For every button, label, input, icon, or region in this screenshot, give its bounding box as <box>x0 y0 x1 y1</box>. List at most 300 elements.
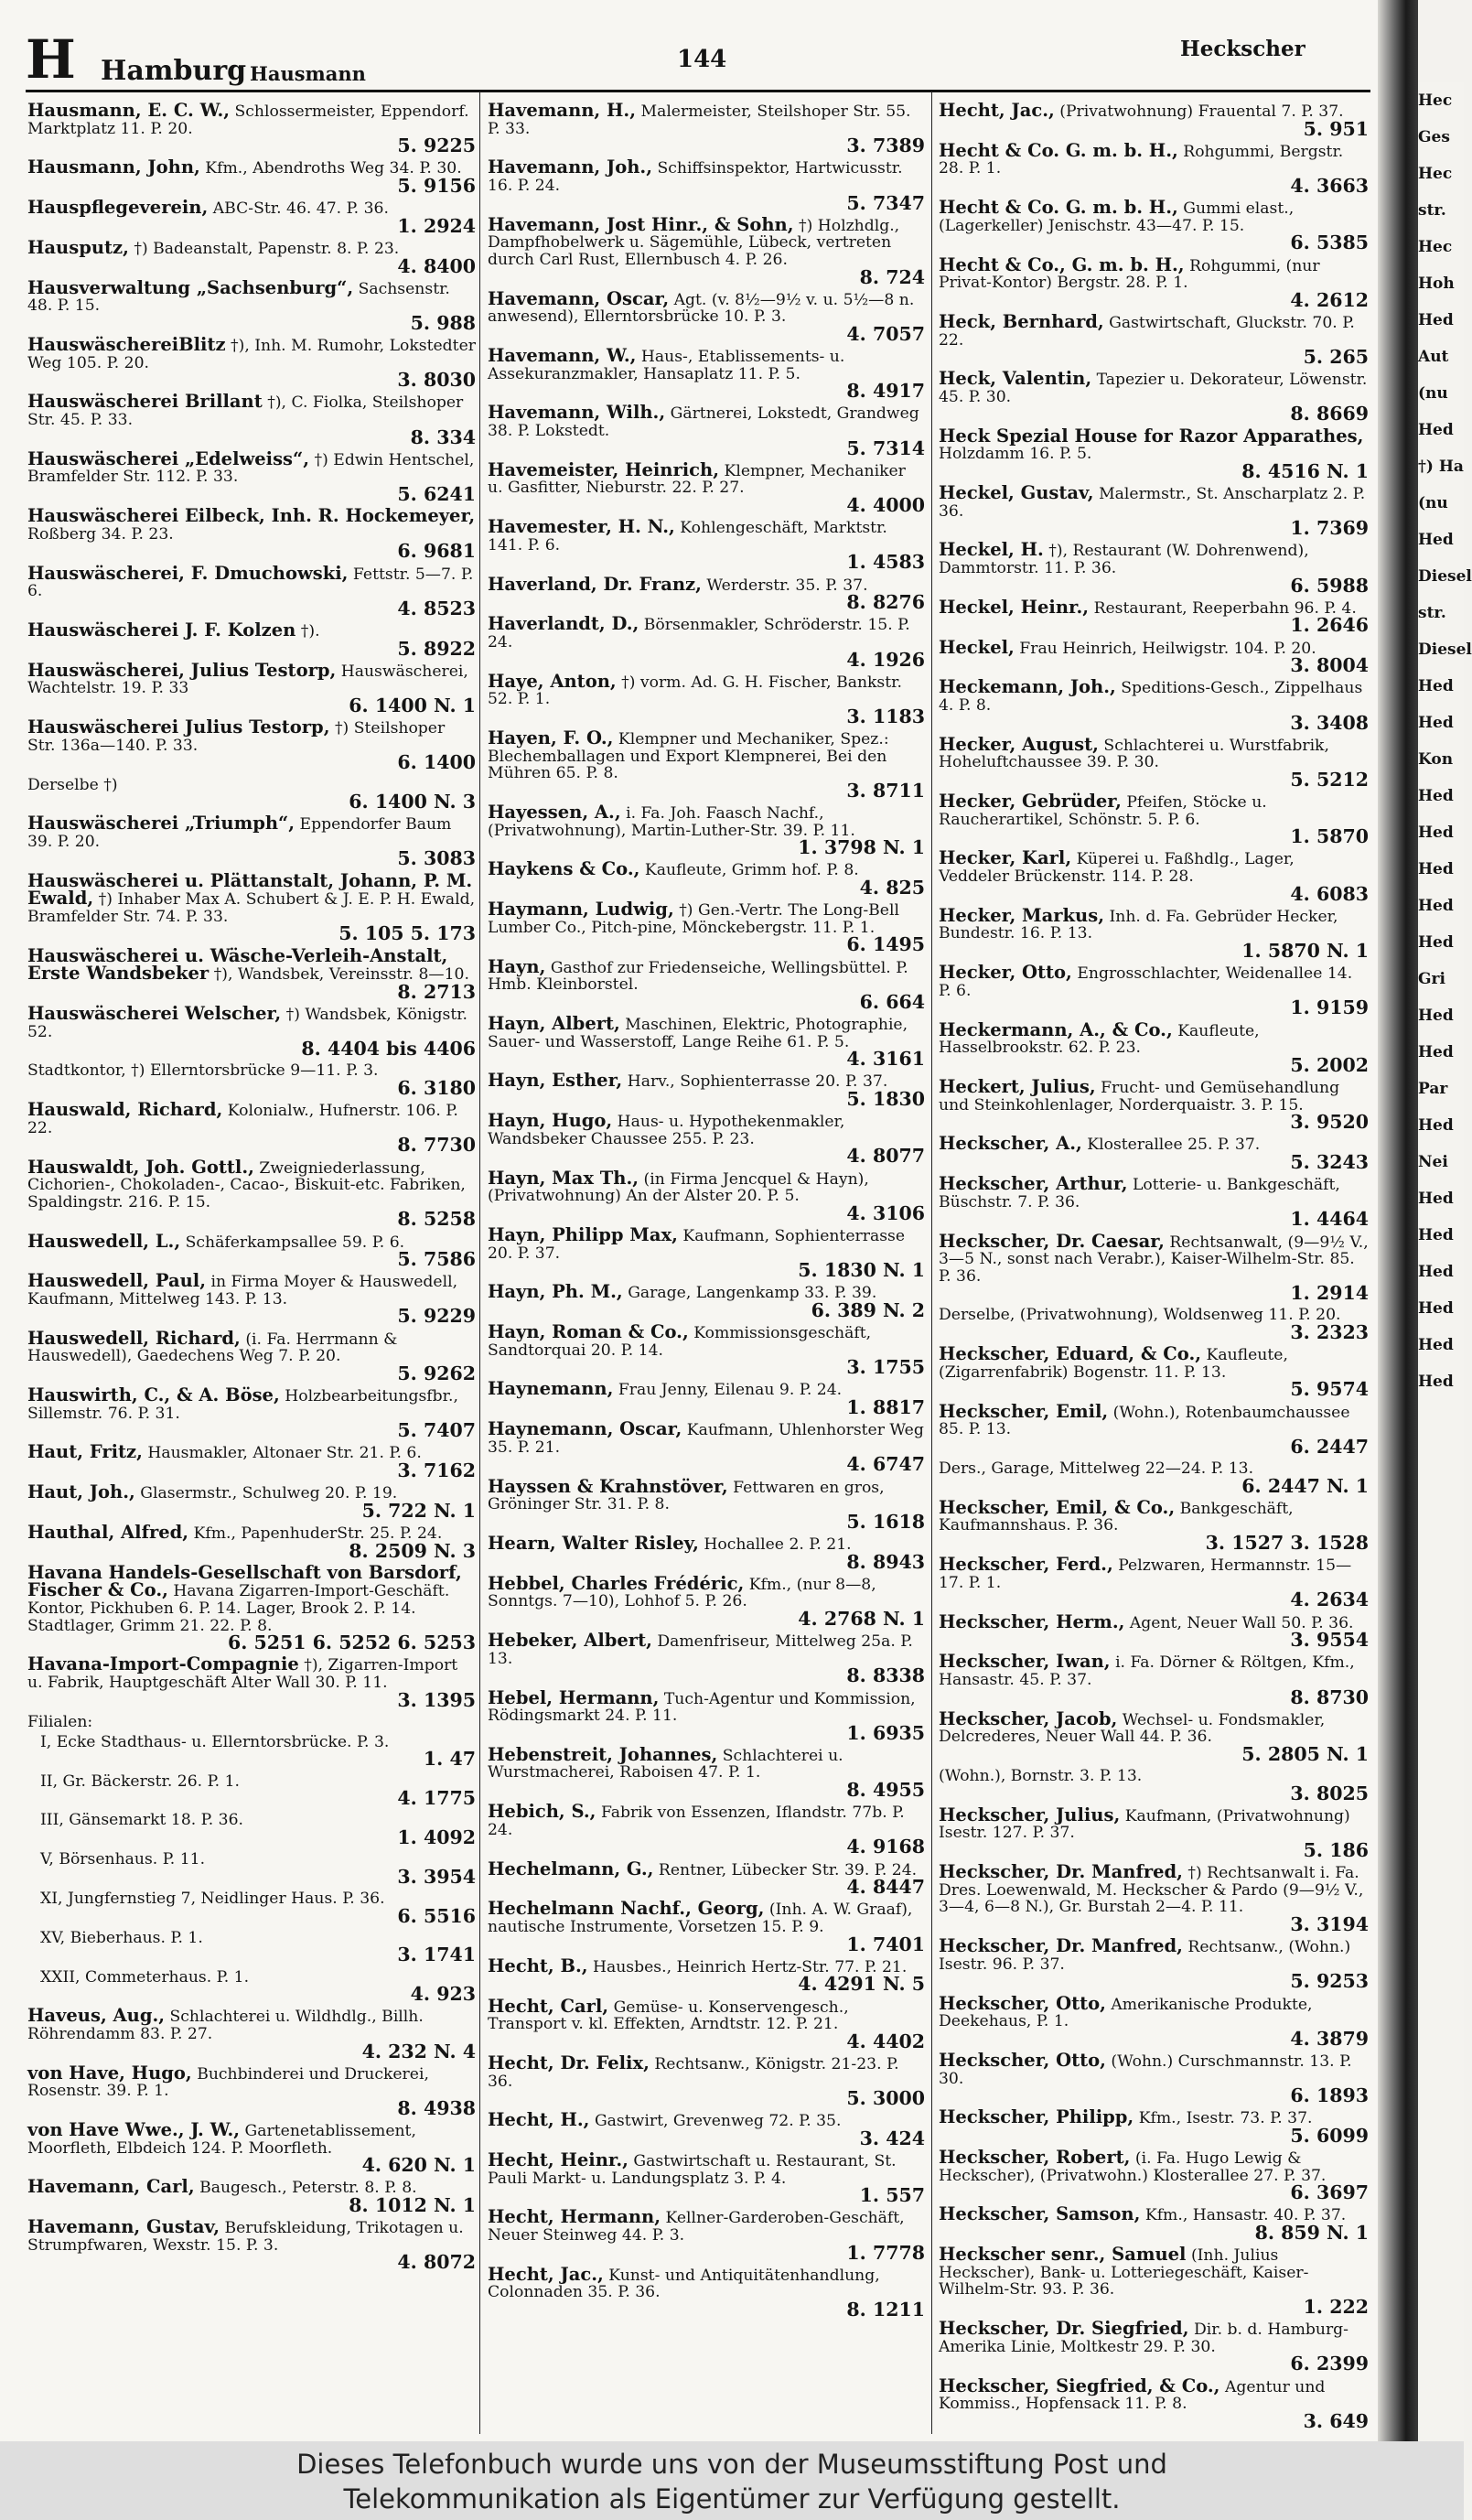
directory-entry <box>939 1768 1369 1804</box>
entry-name: von Have Wwe., J. W., <box>27 2119 241 2141</box>
entry-name: Havana Handels-Gesellschaft von Barsdorf, Fischer & Co., <box>27 1561 462 1601</box>
entry-name: Hayn, Roman & Co., <box>488 1321 689 1343</box>
directory-entry <box>27 619 476 660</box>
entry-name: Havemann, W., <box>488 345 637 367</box>
entry-details: †). <box>300 621 320 641</box>
entry-details: Klosterallee 25. P. 37. <box>1087 1136 1261 1155</box>
entry-phone-number: 1. 9159 <box>1290 996 1369 1019</box>
entry-details: Hausbes., Heinrich Hertz-Str. 77. P. 21. <box>593 1957 908 1976</box>
entry-details: Gastwirtschaft u. Restaurant, St. Pauli Markt- u. Landungsplatz 3. P. 4. <box>488 2152 897 2188</box>
entry-phone-number: 1. 7369 <box>1290 517 1369 540</box>
directory-entry <box>488 2263 925 2321</box>
entry-name: von Have, Hugo, <box>27 2062 192 2084</box>
directory-entry <box>939 199 1369 253</box>
entry-name: Heckel, <box>939 636 1015 658</box>
directory-entry <box>939 904 1369 963</box>
next-page-fragment-text: Hed <box>1418 1190 1454 1208</box>
entry-details: (Inh. Julius Heckscher), Bank- u. Lotteriegeschäft, Kaiser-Wilhelm-Str. 93. P. 36. <box>939 2246 1309 2299</box>
entry-phone-number: 5. 1830 <box>846 1087 925 1110</box>
entry-details: II, Gr. Bäckerstr. 26. P. 1. <box>40 1772 240 1791</box>
footer-line-1: Dieses Telefonbuch wurde uns von der Museumsstiftung Post und <box>296 2449 1167 2480</box>
section-letter: H <box>26 28 76 91</box>
entry-phone-number: 3. 1183 <box>846 705 925 727</box>
entry-name: Heckert, Julius, <box>939 1075 1096 1097</box>
directory-entry <box>939 1343 1369 1401</box>
directory-entry <box>27 1230 476 1271</box>
entry-phone-number: 1. 6935 <box>846 1721 925 1744</box>
entry-name: Hecker, Karl, <box>939 847 1072 869</box>
directory-entry <box>939 793 1369 847</box>
entry-name: Hearn, Walter Risley, <box>488 1532 699 1554</box>
entry-details: Börsenmakler, Schröderstr. 15. P. 24. <box>488 616 910 652</box>
entry-phone-number: 5. 9156 <box>397 174 476 197</box>
directory-entry <box>488 1167 925 1224</box>
entry-phone-number: 8. 8338 <box>846 1664 925 1687</box>
entry-details: Harv., Sophienterrasse 20. P. 37. <box>627 1072 888 1092</box>
entry-name: Haykens & Co., <box>488 858 640 880</box>
next-page-fragment-text: Hed <box>1418 1336 1454 1354</box>
entry-details: ABC-Str. 46. 47. P. 36. <box>212 199 389 219</box>
entry-details: in Firma Moyer & Hauswedell, Kaufmann, Mittelweg 143. P. 13. <box>27 1273 458 1308</box>
directory-entry <box>939 482 1369 540</box>
directory-entry <box>939 1496 1369 1554</box>
entry-phone-number: 8. 4938 <box>397 2096 476 2119</box>
entry-details: Werderstr. 35. P. 37. <box>706 576 868 595</box>
entry-name: Hebenstreit, Johannes, <box>488 1743 718 1765</box>
directory-entry <box>939 2246 1369 2317</box>
directory-entry <box>27 236 476 277</box>
directory-entry <box>939 425 1369 482</box>
directory-entry <box>939 102 1369 139</box>
entry-phone-number: 6. 389 N. 2 <box>811 1298 925 1321</box>
directory-entry <box>27 1969 476 2005</box>
directory-entry <box>939 1707 1369 1765</box>
entry-details: Rohgummi, Bergstr. 28. P. 1. <box>939 142 1344 178</box>
directory-entry <box>939 1935 1369 1993</box>
next-page-fragment-text: Hed <box>1418 897 1454 915</box>
entry-details: Kaufleute, (Zigarrenfabrik) Bogenstr. 11. P. 13. <box>939 1346 1288 1382</box>
entry-name: Hauswäscherei, Julius Testorp, <box>27 659 337 681</box>
entry-phone-number: 8. 4516 N. 1 <box>1241 459 1369 482</box>
next-page-fragment-text: Hec <box>1418 92 1453 110</box>
directory-entry <box>488 1110 925 1168</box>
entry-name: Havemann, Jost Hinr., & Sohn, <box>488 213 794 235</box>
directory-entry <box>939 139 1369 197</box>
entry-name: Hebel, Hermann, <box>488 1686 660 1708</box>
directory-entry <box>488 1898 925 1955</box>
entry-phone-number: 4. 8523 <box>397 597 476 619</box>
entry-name: Haveus, Aug., <box>27 2005 166 2027</box>
directory-entry <box>488 955 925 1013</box>
directory-entry <box>939 1018 1369 1076</box>
next-page-fragment-text: Hed <box>1418 824 1454 842</box>
entry-phone-number: 5. 722 N. 1 <box>361 1499 476 1522</box>
entry-name: Haverlandt, D., <box>488 613 639 635</box>
entry-phone-number: 4. 3106 <box>846 1201 925 1224</box>
last-entry-word: Heckscher <box>1180 37 1305 61</box>
entry-phone-number: 5. 186 <box>1303 1839 1369 1862</box>
entry-phone-number: 1. 7401 <box>846 1933 925 1955</box>
entry-name: Heckscher, Emil, <box>939 1400 1109 1422</box>
entry-details: †) Steilshoper Str. 136a—140. P. 33. <box>27 719 446 755</box>
entry-phone-number: 3. 1741 <box>397 1944 476 1966</box>
entry-details: Engrosschlachter, Weidenallee 14. P. 6. <box>939 964 1353 1000</box>
next-page-fragment-text: str. <box>1418 604 1446 622</box>
directory-entry <box>27 1930 476 1965</box>
directory-entry <box>488 516 925 574</box>
entry-details: Speditions-Gesch., Zippelhaus 4. P. 8. <box>939 679 1363 715</box>
entry-name: Haymann, Ludwig, <box>488 899 674 921</box>
directory-entry <box>939 676 1369 734</box>
entry-name: Hayn, Esther, <box>488 1070 623 1092</box>
entry-details: (in Firma Jencquel & Hayn), (Privatwohnung) An der Alster 20. P. 5. <box>488 1169 869 1206</box>
entry-phone-number: 5. 7347 <box>846 191 925 214</box>
entry-details: Agentur und Kommiss., Hopfensack 11. P. 8. <box>939 2377 1326 2414</box>
directory-entry <box>27 1062 476 1098</box>
directory-entry <box>488 670 925 727</box>
footer-line-2: Telekommunikation als Eigentümer zur Verfügung gestellt. <box>343 2483 1121 2515</box>
entry-name: Hecht, Jac., <box>939 100 1055 121</box>
next-page-fragment-text: Hec <box>1418 238 1453 256</box>
entry-name: Hecker, Gebrüder, <box>939 791 1122 813</box>
entry-name: Heckscher, A., <box>939 1133 1082 1155</box>
entry-details: Haus-, Etablissements- u. Assekuranzmakler, Hansaplatz 11. P. 5. <box>488 348 845 383</box>
directory-entry <box>27 659 476 716</box>
directory-entry <box>27 393 476 447</box>
entry-phone-number: 5. 7586 <box>397 1248 476 1271</box>
entry-details: Schlachterei u. Wurstmacherei, Raboisen 47. P. 1. <box>488 1746 843 1782</box>
entry-phone-number: 4. 4291 N. 5 <box>798 1973 925 1996</box>
directory-entry <box>939 2375 1369 2432</box>
entry-phone-number: 4. 8077 <box>846 1145 925 1168</box>
directory-entry <box>27 1384 476 1442</box>
entry-name: Heckscher senr., Samuel <box>939 2244 1187 2266</box>
entry-phone-number: 8. 4955 <box>846 1779 925 1802</box>
next-page-fragment-text: str. <box>1418 201 1446 220</box>
entry-details: †), Wandsbek, Vereinsstr. 8—10. <box>213 965 469 985</box>
entry-name: Hebeker, Albert, <box>488 1630 652 1652</box>
entry-name: Hauswedell, L., <box>27 1230 181 1252</box>
directory-entry <box>939 1460 1369 1496</box>
entry-details: (Wohn.) Curschmannstr. 13. P. 30. <box>939 2052 1352 2088</box>
entry-phone-number: 1. 7778 <box>846 2241 925 2264</box>
directory-entry <box>27 2005 476 2062</box>
entry-name: Heckscher, Siegfried, & Co., <box>939 2375 1220 2396</box>
entry-name: Hayn, <box>488 955 546 977</box>
entry-details: Holzdamm 16. P. 5. <box>939 445 1092 464</box>
directory-entry <box>939 847 1369 905</box>
entry-name: Hauswald, Richard, <box>27 1099 223 1121</box>
entry-details: i. Fa. Joh. Faasch Nachf., (Privatwohnung), Martin-Luther-Str. 39. P. 11. <box>488 804 855 840</box>
entry-details: Gummi elast., (Lagerkeller) Jenischstr. 43—47. P. 15. <box>939 199 1295 235</box>
directory-entry <box>939 1230 1369 1305</box>
entry-phone-number: 3. 3954 <box>397 1865 476 1888</box>
entry-name: Havemester, H. N., <box>488 516 675 538</box>
entry-details: †), C. Fiolka, Steilshoper Str. 45. P. 33. <box>27 393 464 430</box>
entry-phone-number: 5. 8922 <box>397 637 476 660</box>
directory-entry <box>488 404 925 458</box>
entry-phone-number: 6. 2447 N. 1 <box>1241 1474 1369 1497</box>
entry-phone-number: 4. 9168 <box>846 1836 925 1858</box>
entry-phone-number: 1. 5870 <box>1290 825 1369 848</box>
entry-details: Havana Zigarren-Import-Geschäft. Kontor, Pickhuben 6. P. 14. Lager, Brook 2. P. 14. Stadtlager, Grimm 21. 22. P. 8. <box>27 1582 450 1635</box>
entry-details: Glasermstr., Schulweg 20. P. 19. <box>140 1484 398 1503</box>
entry-details: †) vorm. Ad. G. H. Fischer, Bankstr. 52. P. 1. <box>488 673 902 709</box>
entry-details: Kaufmann, Sophienterrasse 20. P. 37. <box>488 1226 906 1263</box>
directory-entry <box>939 2318 1369 2375</box>
entry-details: XI, Jungfernstieg 7, Neidlinger Haus. P. 36. <box>40 1890 385 1908</box>
entry-details: Kohlengeschäft, Marktstr. 141. P. 6. <box>488 519 887 555</box>
next-page-fragment-text: Hoh <box>1418 275 1455 293</box>
entry-details: Kolonialw., Hufnerstr. 106. P. 22. <box>27 1102 458 1137</box>
directory-entry <box>27 1734 476 1770</box>
entry-phone-number: 5. 3083 <box>397 847 476 870</box>
entry-phone-number: 3. 7389 <box>846 135 925 157</box>
entry-name: Haverland, Dr. Franz, <box>488 573 702 595</box>
entry-details: (Wohn.), Bornstr. 3. P. 13. <box>939 1767 1143 1786</box>
entry-phone-number: 5. 7314 <box>846 436 925 459</box>
directory-entry <box>27 1327 476 1384</box>
page-header <box>26 28 1370 91</box>
directory-entry <box>488 156 925 214</box>
entry-details: Küperei u. Faßhdlg., Lager, Veddeler Brückenstr. 114. P. 28. <box>939 850 1295 887</box>
entry-details: Sachsenstr. 48. P. 15. <box>27 279 450 316</box>
entry-details: Kfm., (nur 8—8, Sonntgs. 7—10), Lohhof 5. P. 26. <box>488 1575 876 1611</box>
entry-name: Haut, Fritz, <box>27 1441 143 1463</box>
directory-entry <box>27 1003 476 1061</box>
directory-entry <box>488 804 925 858</box>
entry-phone-number: 1. 5870 N. 1 <box>1241 940 1369 963</box>
entry-details: Kaufmann, Uhlenhorster Weg 35. P. 21. <box>488 1421 924 1457</box>
directory-entry <box>939 1075 1369 1134</box>
entry-name: Hecht, Heinr., <box>488 2149 629 2171</box>
directory-entry <box>488 1858 925 1899</box>
next-page-fragment-text: Hed <box>1418 1263 1454 1281</box>
next-page-fragment-text: Hed <box>1418 677 1454 695</box>
directory-entry <box>27 2062 476 2119</box>
directory-entry <box>488 1632 925 1686</box>
entry-phone-number: 4. 923 <box>410 1983 476 2006</box>
book-spine <box>1378 0 1418 2441</box>
next-page-fragment-text: Hed <box>1418 860 1454 878</box>
entry-details: III, Gänsemarkt 18. P. 36. <box>40 1811 244 1830</box>
entry-details: Kfm., Abendroths Weg 34. P. 30. <box>205 159 462 178</box>
entry-phone-number: 4. 2768 N. 1 <box>798 1607 925 1630</box>
entry-details: †) Inhaber Max A. Schubert & J. E. P. H. Ewald, Bramfelder Str. 74. P. 33. <box>27 890 476 926</box>
directory-entry <box>488 1013 925 1071</box>
entry-name: Havemann, Gustav, <box>27 2216 220 2238</box>
entry-name: Heckscher, Dr. Siegfried, <box>939 2318 1189 2340</box>
directory-entry <box>939 1307 1369 1342</box>
entry-phone-number: 4. 4402 <box>846 2030 925 2052</box>
directory-entry <box>27 199 476 236</box>
entry-details: XXII, Commeterhaus. P. 1. <box>40 1967 250 1987</box>
entry-phone-number: 6. 5988 <box>1290 574 1369 597</box>
directory-entry <box>27 1714 476 1731</box>
entry-details: Pelzwaren, Hermannstr. 15—17. P. 1. <box>939 1556 1352 1592</box>
entry-name: Havemeister, Heinrich, <box>488 458 720 480</box>
next-page-fragment-text: Diesel <box>1418 567 1472 586</box>
entry-name: Heckscher, Emil, & Co., <box>939 1496 1176 1518</box>
directory-entry <box>27 944 476 1003</box>
directory-entry <box>27 1773 476 1809</box>
entry-name: Heckscher, Otto, <box>939 1992 1106 2014</box>
directory-entry <box>27 1441 476 1481</box>
footer-notice <box>0 2441 1464 2520</box>
directory-entry <box>939 1653 1369 1707</box>
entry-details: Buchbinderei und Druckerei, Rosenstr. 39. P. 1. <box>27 2064 429 2101</box>
directory-entry <box>939 1610 1369 1652</box>
entry-details: Inh. d. Fa. Gebrüder Hecker, Bundestr. 16. P. 13. <box>939 907 1338 943</box>
entry-details: Lotterie- u. Bankgeschäft, Büschstr. 7. P. 36. <box>939 1176 1340 1212</box>
entry-phone-number: 6. 5516 <box>397 1904 476 1927</box>
entry-details: Filialen: <box>27 1712 93 1731</box>
entry-phone-number: 5. 988 <box>410 311 476 334</box>
entry-phone-number: 5. 9262 <box>397 1362 476 1384</box>
directory-entry <box>488 1686 925 1744</box>
entry-name: Hauswäscherei, F. Dmuchowski, <box>27 562 349 584</box>
entry-phone-number: 8. 7730 <box>397 1134 476 1157</box>
directory-entry <box>488 901 925 955</box>
entry-phone-number: 4. 620 N. 1 <box>361 2154 476 2177</box>
entry-phone-number: 5. 105 5. 173 <box>338 922 476 945</box>
entry-phone-number: 1. 2924 <box>397 214 476 237</box>
entry-details: Restaurant, Reeperbahn 96. P. 4. <box>1093 598 1357 618</box>
entry-name: Hauswäscherei Julius Testorp, <box>27 716 330 738</box>
entry-details: Fettwaren en gros, Gröninger Str. 31. P. 8. <box>488 1478 885 1514</box>
entry-phone-number: 1. 4464 <box>1290 1208 1369 1231</box>
entry-phone-number: 4. 8072 <box>397 2251 476 2274</box>
entry-phone-number: 8. 724 <box>859 265 925 288</box>
directory-entry <box>27 1156 476 1231</box>
entry-phone-number: 1. 2646 <box>1290 614 1369 637</box>
entry-name: Heckscher, Dr. Manfred, <box>939 1935 1183 1957</box>
directory-entry <box>27 447 476 506</box>
entry-details: (Inh. A. W. Graaf), nautische Instrumente, Vorsetzen 15. P. 9. <box>488 1901 913 1936</box>
entry-details: †) Edwin Hentschel, Bramfelder Str. 112. P. 33. <box>27 450 475 487</box>
directory-entry <box>939 1861 1369 1935</box>
next-page-fragment-text: (nu <box>1418 494 1448 512</box>
entry-phone-number: 6. 3697 <box>1290 2181 1369 2204</box>
entry-name: Heckscher, Julius, <box>939 1804 1121 1825</box>
entry-details: Tapezier u. Dekorateur, Löwenstr. 45. P. 30. <box>939 371 1368 406</box>
entry-details: Rohgummi, (nur Privat-Kontor) Bergstr. 28. P. 1. <box>939 256 1320 293</box>
entry-details: Eppendorfer Baum 39. P. 20. <box>27 815 452 851</box>
entry-details: Kaufleute, Hasselbrookstr. 62. P. 23. <box>939 1021 1260 1058</box>
entry-phone-number: 3. 1395 <box>397 1688 476 1711</box>
column-divider <box>479 92 480 2434</box>
entry-name: Heckscher, Jacob, <box>939 1707 1118 1729</box>
directory-entry <box>488 858 925 899</box>
next-page-fragment-text: Hed <box>1418 1043 1454 1061</box>
entry-details: Bankgeschäft, Kaufmannshaus. P. 36. <box>939 1499 1294 1535</box>
entry-name: Hayn, Hugo, <box>488 1110 613 1132</box>
entry-name: Hauthal, Alfred, <box>27 1521 189 1543</box>
entry-details: Rechtsanw., Königstr. 21-23. P. 36. <box>488 2054 899 2091</box>
entry-name: Hauswedell, Paul, <box>27 1270 206 1292</box>
entry-phone-number: 5. 6241 <box>397 483 476 506</box>
entry-name: Havemann, Oscar, <box>488 287 670 309</box>
entry-name: Heckscher, Philipp, <box>939 2106 1134 2128</box>
entry-phone-number: 6. 3180 <box>397 1076 476 1099</box>
city-name: Hamburg <box>101 55 247 87</box>
entry-phone-number: 6. 2399 <box>1290 2353 1369 2375</box>
directory-entry <box>27 2176 476 2217</box>
directory-entry <box>27 869 476 945</box>
entry-name: Hauswäscherei „Edelweiss“, <box>27 447 310 469</box>
entry-phone-number: 5. 6099 <box>1290 2124 1369 2147</box>
entry-details: i. Fa. Dörner & Röltgen, Kfm., Hansastr. 45. P. 37. <box>939 1653 1355 1689</box>
next-page-fragment <box>1418 82 1472 2441</box>
directory-entry <box>27 777 476 813</box>
directory-entry <box>27 815 476 869</box>
entry-name: Heckermann, A., & Co., <box>939 1018 1173 1040</box>
directory-entry <box>939 539 1369 597</box>
entry-phone-number: 5. 3243 <box>1290 1150 1369 1173</box>
entry-phone-number: 4. 232 N. 4 <box>361 2040 476 2062</box>
entry-phone-number: 5. 5212 <box>1290 768 1369 791</box>
entry-name: Heckemann, Joh., <box>939 676 1116 698</box>
entry-details: Kaufmann, (Privatwohnung) Isestr. 127. P. 37. <box>939 1806 1350 1843</box>
entry-details: Zweigniederlassung, Cichorien-, Chokoladen-, Cacao-, Biskuit-etc. Fabriken, Spaldingstr. 216. P. 15. <box>27 1158 466 1212</box>
entry-name: Havemann, Joh., <box>488 156 652 178</box>
entry-name: Heckscher, Ferd., <box>939 1554 1113 1576</box>
entry-name: Hecht, Jac., <box>488 2263 604 2285</box>
directory-entry <box>939 1556 1369 1610</box>
entry-name: Hayen, F. O., <box>488 727 614 749</box>
entry-phone-number: 8. 5258 <box>397 1208 476 1231</box>
entry-details: Wechsel- u. Fondsmakler, Delcrederes, Neuer Wall 44. P. 36. <box>939 1710 1326 1747</box>
entry-phone-number: 4. 3663 <box>1290 174 1369 197</box>
next-page-fragment-text: Nei <box>1418 1153 1448 1171</box>
entry-details: Schäferkampsallee 59. P. 6. <box>185 1233 405 1252</box>
entry-details: Klempner und Mechaniker, Spez.: Blechemballagen und Export Klempnerei, Bei den Mühren 65. P. 8. <box>488 730 889 783</box>
directory-entry <box>939 1173 1369 1231</box>
next-page-fragment-text: Hed <box>1418 421 1454 439</box>
entry-details: Derselbe †) <box>27 775 118 794</box>
entry-name: Hauswäscherei Eilbeck, Inh. R. Hockemeyer, <box>27 505 476 527</box>
entry-phone-number: 3. 1527 3. 1528 <box>1205 1531 1369 1554</box>
entry-name: Heckscher, Herm., <box>939 1610 1125 1632</box>
entry-details: Hauswäscherei, Wachtelstr. 19. P. 33 <box>27 662 468 698</box>
directory-entry <box>488 2206 925 2264</box>
next-page-fragment-text: Hed <box>1418 714 1454 732</box>
entry-name: Hayssen & Krahnstöver, <box>488 1475 728 1497</box>
directory-entry <box>939 596 1369 637</box>
entry-phone-number: 4. 3879 <box>1290 2027 1369 2050</box>
entry-phone-number: 4. 8447 <box>846 1876 925 1899</box>
next-page-fragment-text: Hed <box>1418 1299 1454 1318</box>
entry-details: Tuch-Agentur und Kommission, Rödingsmarkt 24. P. 11. <box>488 1689 916 1726</box>
entry-details: Damenfriseur, Mittelweg 25a. P. 13. <box>488 1632 913 1668</box>
entry-phone-number: 3. 1755 <box>846 1356 925 1379</box>
entry-phone-number: 5. 951 <box>1303 117 1369 140</box>
entry-details: Frau Heinrich, Heilwigstr. 104. P. 20. <box>1019 639 1316 658</box>
entry-phone-number: 3. 8025 <box>1290 1782 1369 1804</box>
directory-entry <box>939 1804 1369 1862</box>
entry-name: Hecht & Co. G. m. b. H., <box>939 139 1178 161</box>
entry-name: Hecker, August, <box>939 733 1099 755</box>
entry-details: (i. Fa. Herrmann & Hauswedell), Gaedechens Weg 7. P. 20. <box>27 1330 398 1366</box>
next-page-fragment-text: Hed <box>1418 1373 1454 1391</box>
entry-phone-number: 8. 2509 N. 3 <box>349 1539 476 1562</box>
entry-details: †) Badeanstalt, Papenstr. 8. P. 23. <box>134 239 400 258</box>
entry-details: Berufskleidung, Trikotagen u. Strumpfwaren, Wexstr. 15. P. 3. <box>27 2219 464 2255</box>
entry-name: Haynemann, <box>488 1378 614 1400</box>
entry-name: Hayessen, A., <box>488 802 621 824</box>
directory-entry <box>488 1743 925 1802</box>
column-divider <box>931 92 932 2434</box>
